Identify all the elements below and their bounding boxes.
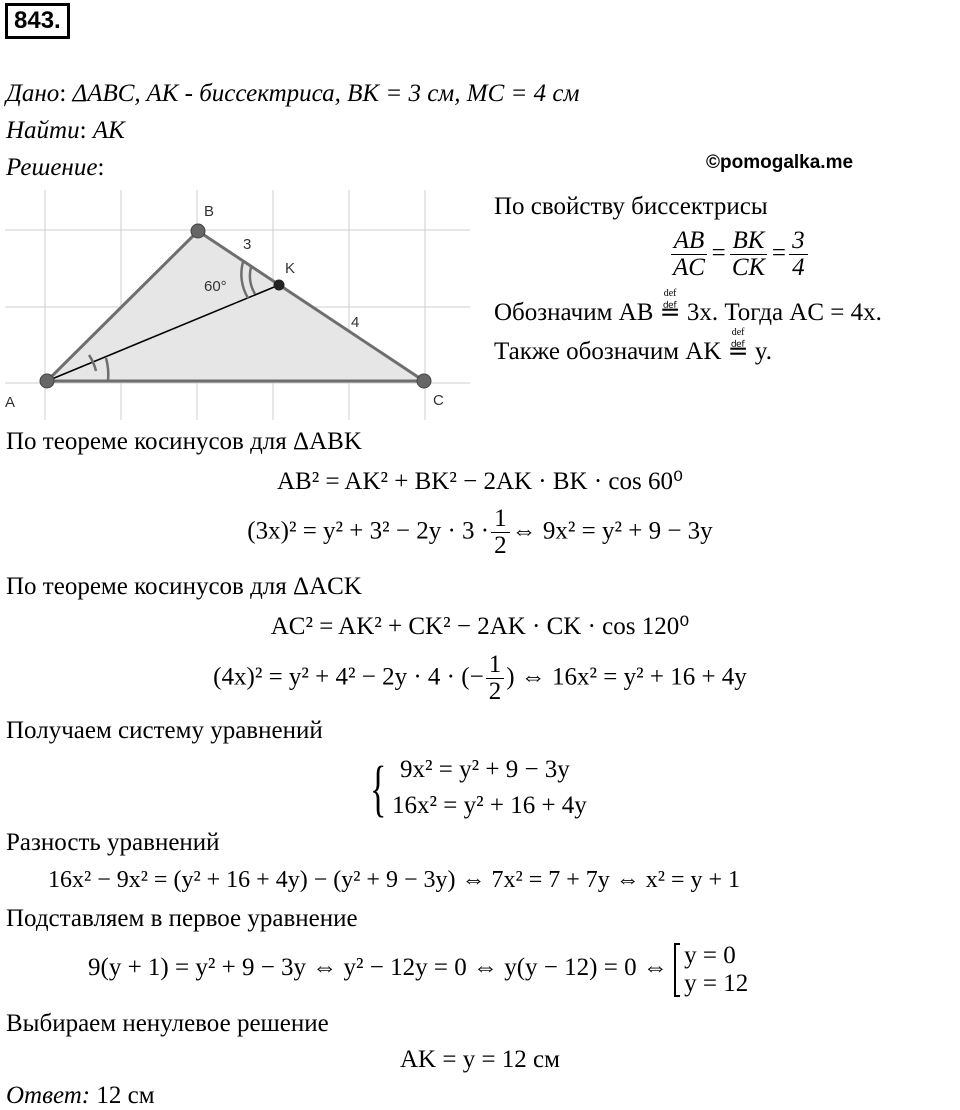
triangle-fill <box>47 231 424 381</box>
substitution-equation: 9(y + 1) = y² + 9 − 3y ⇔ y² − 12y = 0 ⇔ y(y − 12) = 0 ⇔ y = 0 y = 12 <box>88 942 749 997</box>
label-angle: 60° <box>204 278 227 295</box>
cosine-abk-heading: По теореме косинусов для ΔABK <box>6 428 362 455</box>
label-kc-length: 4 <box>351 314 360 331</box>
triangle-figure <box>5 190 470 420</box>
label-k: K <box>285 260 296 277</box>
system-brace: { <box>370 755 387 823</box>
given-line: Дано: ΔABC, AK - биссектриса, BK = 3 см, MC = 4 см <box>6 80 580 107</box>
cosine-ack-substitution: (4x)² = y² + 4² − 2y · 4 · (− $\frac{1}{2}$ ) ⇔ 16x² = y² + 16 + 4y <box>213 651 747 706</box>
cosine-ack-formula: AC² = AK² + CK² − 2AK · CK · cos 120⁰ <box>270 613 690 640</box>
find-line: Найти: AK <box>6 117 125 144</box>
cosine-ack-heading: По теореме косинусов для ΔACK <box>6 573 362 600</box>
given-label: Дано <box>6 80 60 107</box>
cosine-abk-formula: AB² = AK² + BK² − 2AK · BK · cos 60⁰ <box>276 468 684 495</box>
label-c: C <box>433 392 444 409</box>
solution-line: Решение: <box>6 154 105 181</box>
difference-equation: 16x² − 9x² = (y² + 16 + 4y) − (y² + 9 − 3y) ⇔ 7x² = 7 + 7y ⇔ x² = y + 1 <box>48 867 741 893</box>
solution-label: Решение <box>6 154 98 181</box>
label-bk-length: 3 <box>243 236 252 253</box>
substitution-heading: Подставляем в первое уравнение <box>6 905 358 932</box>
label-b: B <box>204 203 215 220</box>
given-text: ΔABC, AK - биссектриса, BK = 3 см, MC = 4 см <box>72 80 580 107</box>
problem-number: 843. <box>5 3 70 39</box>
point-c <box>417 374 431 388</box>
point-k <box>274 280 285 291</box>
bisector-property-heading: По свойству биссектрисы <box>494 193 768 220</box>
roots-bracket <box>674 943 680 997</box>
point-a <box>40 374 54 388</box>
define-ab-line: Обозначим AB ≝ def 3x. Тогда AC = 4x. <box>494 288 882 326</box>
answer-value: 12 см <box>96 1082 155 1109</box>
find-text: AK <box>92 117 125 144</box>
final-equation: AK = y = 12 см <box>400 1046 560 1073</box>
system-eq-2: 16x² = y² + 16 + 4y <box>392 792 587 819</box>
answer-line <box>6 1082 155 1110</box>
point-b <box>191 224 205 238</box>
system-heading: Получаем систему уравнений <box>6 717 323 744</box>
cosine-abk-substitution: (3x)² = y² + 3² − 2y · 3 · $\frac{1}{2}$ ⇔ 9x² = y² + 9 − 3y <box>247 505 713 560</box>
answer-label: Ответ: <box>6 1082 91 1109</box>
find-label: Найти <box>6 117 80 144</box>
choose-heading: Выбираем ненулевое решение <box>6 1010 329 1037</box>
label-a: A <box>5 394 16 411</box>
watermark: ©pomogalka.me <box>706 152 854 173</box>
define-ak-line: Также обозначим AK ≝ def y. <box>494 327 772 365</box>
system-eq-1: 9x² = y² + 9 − 3y <box>400 756 570 783</box>
bisector-ratio: $\frac{AB}{AC}$ = $\frac{BK}{CK}$ = $\frac{3}{4}$ <box>668 228 810 282</box>
difference-heading: Разность уравнений <box>6 829 220 856</box>
